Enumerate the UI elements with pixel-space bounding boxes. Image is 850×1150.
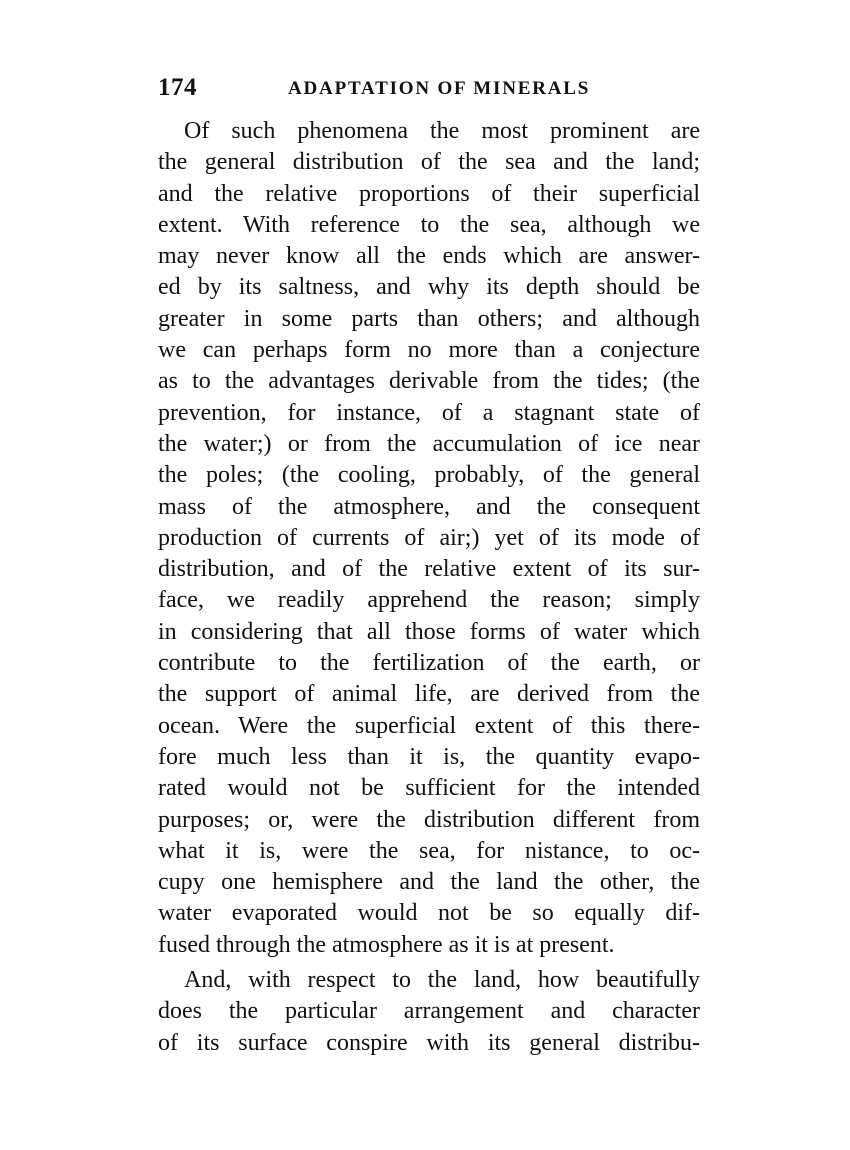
text-line: in considering that all those forms of water which: [158, 618, 700, 645]
text-line: water evaporated would not be so equally dif-: [158, 900, 700, 927]
text-line: and the relative proportions of their superficial: [158, 180, 700, 207]
text-line: Of such phenomena the most prominent are: [184, 118, 700, 144]
text-line: what it is, were the sea, for nistance, to oc-: [158, 837, 700, 864]
text-line: mass of the atmosphere, and the consequent: [158, 493, 700, 520]
body-text: [158, 116, 700, 1059]
text-line: may never know all the ends which are answer-: [158, 243, 700, 270]
text-line: production of currents of air;) yet of its mode of: [158, 524, 700, 551]
text-line: of its surface conspire with its general distribu-: [158, 1029, 700, 1056]
text-line: prevention, for instance, of a stagnant state of: [158, 399, 700, 426]
text-line: rated would not be sufficient for the intended: [158, 775, 700, 802]
running-title: ADAPTATION OF MINERALS: [288, 78, 591, 99]
page-number: 174: [158, 74, 197, 101]
paragraph: [158, 116, 700, 961]
text-line: as to the advantages derivable from the tides; (the: [158, 368, 700, 395]
running-head: [158, 74, 700, 104]
text-line: ocean. Were the superficial extent of this there-: [158, 712, 700, 739]
text-line: fore much less than it is, the quantity evapo-: [158, 743, 700, 770]
text-line: distribution, and of the relative extent of its sur-: [158, 556, 700, 583]
text-line: greater in some parts than others; and although: [158, 305, 700, 332]
text-line: ed by its saltness, and why its depth should be: [158, 274, 700, 301]
text-line: contribute to the fertilization of the earth, or: [158, 650, 700, 677]
text-line: fused through the atmosphere as it is at present.: [158, 931, 615, 958]
text-line: purposes; or, were the distribution different from: [158, 806, 700, 833]
paragraph: [158, 965, 700, 1059]
text-line: we can perhaps form no more than a conjecture: [158, 337, 700, 364]
text-line: the water;) or from the accumulation of ice near: [158, 430, 700, 457]
text-line: does the particular arrangement and character: [158, 998, 700, 1025]
text-line: And, with respect to the land, how beautifully: [184, 967, 700, 994]
text-line: cupy one hemisphere and the land the other, the: [158, 869, 700, 896]
text-line: the general distribution of the sea and the land;: [158, 149, 700, 176]
text-line: face, we readily apprehend the reason; simply: [158, 587, 700, 614]
text-line: extent. With reference to the sea, although we: [158, 211, 700, 238]
text-line: the poles; (the cooling, probably, of the general: [158, 462, 700, 489]
text-line: the support of animal life, are derived from the: [158, 681, 700, 708]
